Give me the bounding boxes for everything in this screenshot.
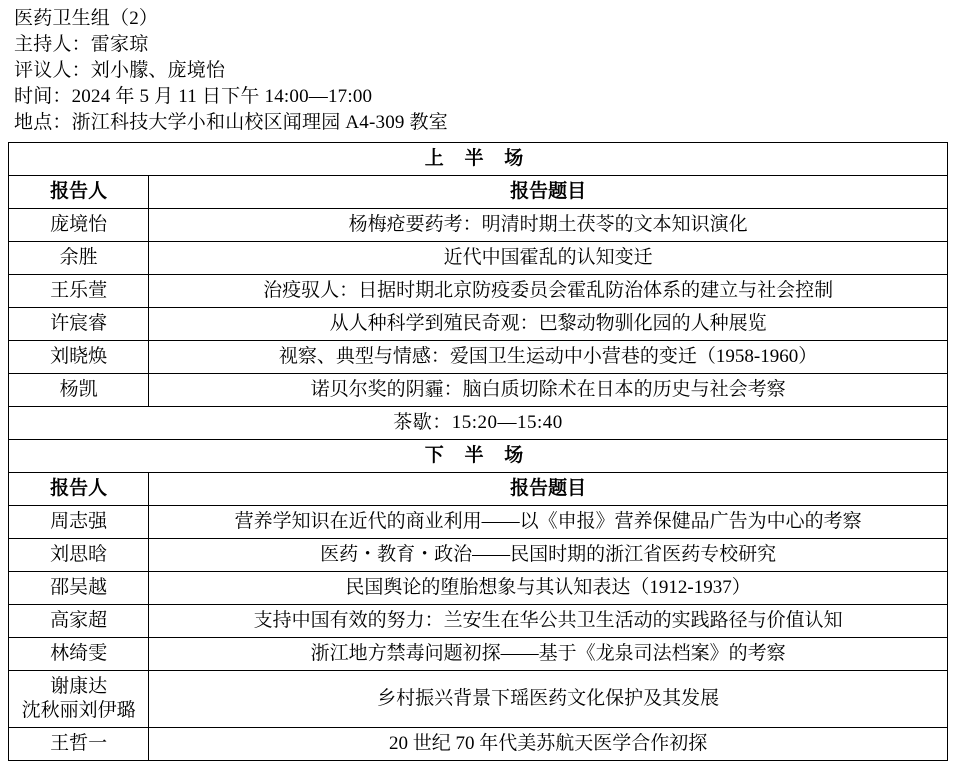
paper-topic: 营养学知识在近代的商业利用——以《申报》营养保健品广告为中心的考察 <box>149 506 948 539</box>
speaker-name: 庞境怡 <box>9 209 149 242</box>
table-row <box>9 506 948 539</box>
speaker-name: 周志强 <box>9 506 149 539</box>
column-header-speaker: 报告人 <box>9 473 149 506</box>
schedule-table <box>8 142 948 761</box>
table-row <box>9 275 948 308</box>
table-row-header-second <box>9 473 948 506</box>
table-row-second-half-title <box>9 440 948 473</box>
column-header-topic: 报告题目 <box>149 473 948 506</box>
table-row <box>9 209 948 242</box>
table-row <box>9 539 948 572</box>
speaker-name: 刘晓焕 <box>9 341 149 374</box>
speaker-name: 林绮雯 <box>9 638 149 671</box>
speaker-name: 许宸睿 <box>9 308 149 341</box>
session-commentators: 评议人：刘小朦、庞境怡 <box>14 60 226 81</box>
speaker-name: 杨凯 <box>9 374 149 407</box>
speaker-name: 刘思晗 <box>9 539 149 572</box>
paper-topic: 医药・教育・政治——民国时期的浙江省医药专校研究 <box>149 539 948 572</box>
speaker-name: 王哲一 <box>9 728 149 761</box>
first-half-title: 上 半 场 <box>9 143 948 176</box>
column-header-speaker: 报告人 <box>9 176 149 209</box>
paper-topic: 20 世纪 70 年代美苏航天医学合作初探 <box>149 728 948 761</box>
table-row <box>9 374 948 407</box>
paper-topic: 民国舆论的堕胎想象与其认知表达（1912-1937） <box>149 572 948 605</box>
table-row <box>9 671 948 728</box>
paper-topic: 杨梅疮要药考：明清时期土茯苓的文本知识演化 <box>149 209 948 242</box>
table-row <box>9 728 948 761</box>
paper-topic: 浙江地方禁毒问题初探——基于《龙泉司法档案》的考察 <box>149 638 948 671</box>
table-row <box>9 242 948 275</box>
session-time: 时间：2024 年 5 月 11 日下午 14:00—17:00 <box>14 86 373 107</box>
paper-topic: 乡村振兴背景下瑶医药文化保护及其发展 <box>149 671 948 728</box>
session-host: 主持人：雷家琼 <box>14 34 149 55</box>
session-group-title: 医药卫生组（2） <box>14 8 159 29</box>
table-row <box>9 308 948 341</box>
paper-topic: 诺贝尔奖的阴霾：脑白质切除术在日本的历史与社会考察 <box>149 374 948 407</box>
paper-topic: 从人种科学到殖民奇观：巴黎动物驯化园的人种展览 <box>149 308 948 341</box>
speaker-name: 邵吴越 <box>9 572 149 605</box>
table-row <box>9 638 948 671</box>
paper-topic: 视察、典型与情感：爱国卫生运动中小营巷的变迁（1958-1960） <box>149 341 948 374</box>
session-location: 地点：浙江科技大学小和山校区闻理园 A4-309 教室 <box>14 112 448 133</box>
speaker-name: 王乐萱 <box>9 275 149 308</box>
table-row-break <box>9 407 948 440</box>
table-row-header-first <box>9 176 948 209</box>
speaker-name: 谢康达 沈秋丽刘伊璐 <box>9 671 149 728</box>
tea-break-label: 茶歇：15:20—15:40 <box>9 407 948 440</box>
table-row <box>9 341 948 374</box>
session-header <box>8 6 948 136</box>
table-row-first-half-title <box>9 143 948 176</box>
speaker-name: 余胜 <box>9 242 149 275</box>
table-row <box>9 572 948 605</box>
table-row <box>9 605 948 638</box>
paper-topic: 近代中国霍乱的认知变迁 <box>149 242 948 275</box>
column-header-topic: 报告题目 <box>149 176 948 209</box>
paper-topic: 治疫驭人：日据时期北京防疫委员会霍乱防治体系的建立与社会控制 <box>149 275 948 308</box>
paper-topic: 支持中国有效的努力：兰安生在华公共卫生活动的实践路径与价值认知 <box>149 605 948 638</box>
second-half-title: 下 半 场 <box>9 440 948 473</box>
speaker-name: 高家超 <box>9 605 149 638</box>
